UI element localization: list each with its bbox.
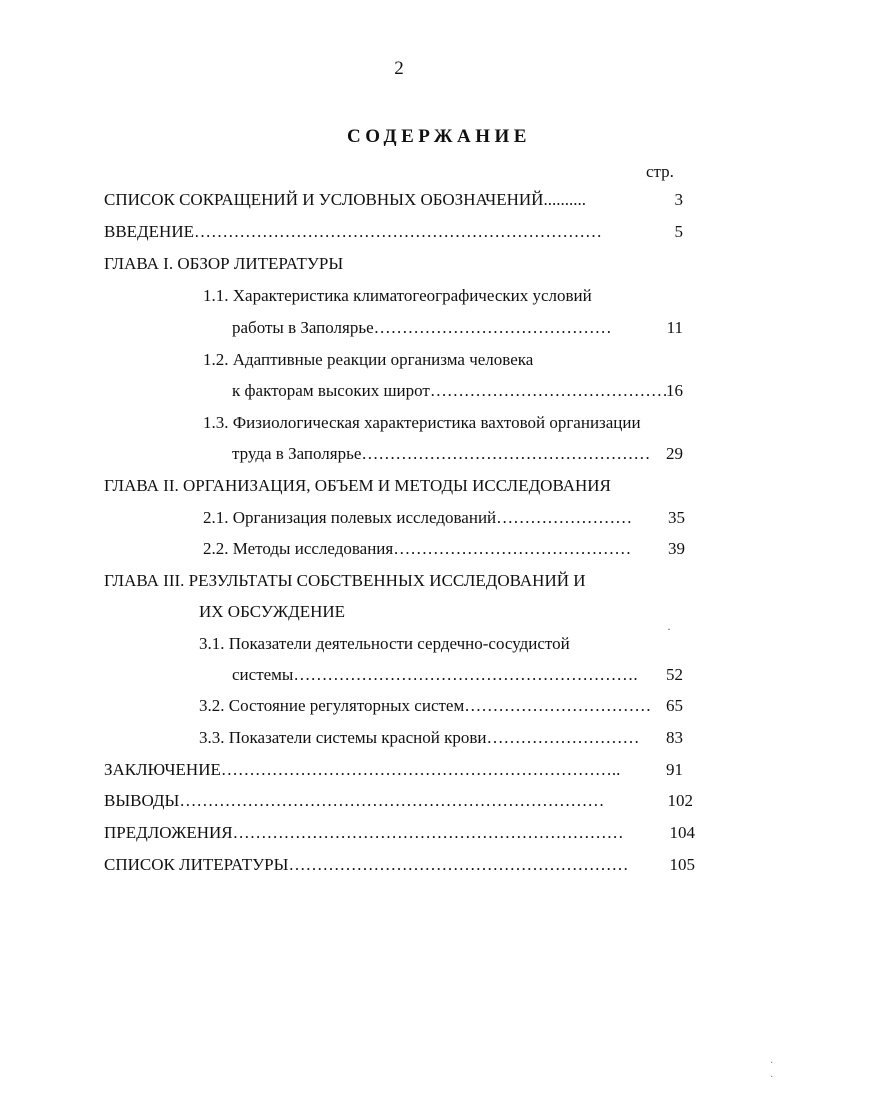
toc-page-number: 39	[668, 539, 685, 558]
toc-section-1-1[interactable]	[203, 285, 592, 307]
toc-page-number: 29	[666, 444, 683, 463]
toc-entry-text: 3.1. Показатели деятельности сердечно-сосудистой	[199, 634, 570, 653]
toc-section-2-2[interactable]	[203, 538, 632, 560]
toc-entry-text: ГЛАВА I. ОБЗОР ЛИТЕРАТУРЫ	[104, 254, 344, 273]
toc-page-number: 52	[666, 665, 683, 684]
toc-entry-text: ВВЕДЕНИЕ	[104, 222, 194, 241]
dot-leader: ………………………………………………………………	[193, 222, 602, 241]
toc-entry-text: 3.3. Показатели системы красной крови	[199, 728, 487, 747]
toc-page-number: 35	[668, 508, 685, 527]
toc-section-1-1-cont[interactable]	[232, 317, 638, 339]
toc-entry-text: ВЫВОДЫ	[104, 791, 180, 810]
toc-entry-proposals[interactable]	[104, 822, 644, 844]
toc-entry-text: системы	[232, 665, 294, 684]
toc-entry-text: 1.3. Физиологическая характеристика вахтовой организации	[203, 413, 641, 432]
toc-entry-text: 1.1. Характеристика климатогеографических условий	[203, 286, 592, 305]
toc-page-number: 83	[666, 728, 683, 747]
toc-entry-text: ИХ ОБСУЖДЕНИЕ	[199, 602, 346, 621]
toc-entry-text: труда в Заполярье	[232, 444, 362, 463]
scan-speck: ·	[667, 622, 671, 636]
toc-section-3-1-cont[interactable]	[232, 664, 638, 686]
toc-page-number: 5	[674, 222, 683, 241]
toc-section-2-1[interactable]	[203, 507, 633, 529]
toc-page-number: 105	[669, 855, 695, 874]
dot-leader: ..........	[543, 190, 586, 209]
toc-section-3-3[interactable]	[199, 727, 640, 749]
toc-page-number: 16	[666, 381, 683, 400]
toc-entry-abbreviations[interactable]	[104, 189, 586, 211]
dot-leader: ……………………	[496, 508, 633, 527]
toc-section-1-2[interactable]	[203, 349, 533, 371]
dot-leader: ……………………………………	[393, 539, 632, 558]
toc-page-number: 3	[674, 190, 683, 209]
scan-speck: ·	[770, 1072, 774, 1083]
toc-page-number: 104	[669, 823, 695, 842]
toc-entry-text: СПИСОК ЛИТЕРАТУРЫ	[104, 855, 289, 874]
toc-entry-references[interactable]	[104, 854, 649, 876]
toc-entry-text: ПРЕДЛОЖЕНИЯ	[104, 823, 233, 842]
toc-entry-text: СПИСОК СОКРАЩЕНИЙ И УСЛОВНЫХ ОБОЗНАЧЕНИЙ	[104, 190, 544, 209]
toc-chapter-3-cont[interactable]	[199, 601, 345, 623]
toc-page-number: 91	[666, 760, 683, 779]
dot-leader: ……………………………………………	[361, 444, 651, 463]
toc-entry-text: работы в Заполярье	[232, 318, 374, 337]
toc-section-1-3-cont[interactable]	[232, 443, 651, 465]
dot-leader: ……………………………………………………	[288, 855, 629, 874]
toc-section-3-2[interactable]	[199, 695, 652, 717]
dot-leader: ……………………………………	[373, 318, 612, 337]
page-number: 2	[394, 58, 404, 79]
dot-leader: ……………………………………………………………	[232, 823, 624, 842]
toc-chapter-1[interactable]	[104, 253, 343, 275]
toc-page-number: 11	[666, 318, 683, 337]
toc-entry-text: ГЛАВА III. РЕЗУЛЬТАТЫ СОБСТВЕННЫХ ИССЛЕДОВАНИЙ И	[104, 571, 586, 590]
toc-page-number: 102	[667, 791, 693, 810]
toc-entry-findings[interactable]	[104, 790, 644, 812]
toc-chapter-2[interactable]	[104, 475, 611, 497]
toc-entry-text: ГЛАВА II. ОРГАНИЗАЦИЯ, ОБЪЕМ И МЕТОДЫ ИССЛЕДОВАНИЯ	[104, 476, 611, 495]
toc-entry-text: 1.2. Адаптивные реакции организма человека	[203, 350, 534, 369]
toc-section-1-3[interactable]	[203, 412, 641, 434]
dot-leader: ………………………	[486, 728, 640, 747]
toc-page-number: 65	[666, 696, 683, 715]
toc-entry-text: 2.1. Организация полевых исследований	[203, 508, 497, 527]
dot-leader: …………………………………………………………………	[179, 791, 605, 810]
toc-section-1-2-cont[interactable]	[232, 380, 668, 402]
toc-entry-text: к факторам высоких широт	[232, 381, 430, 400]
dot-leader: ……………………………………………………………..	[220, 760, 621, 779]
dot-leader: …………………………………………………….	[293, 665, 638, 684]
toc-entry-conclusion[interactable]	[104, 759, 639, 781]
scan-speck: ·	[770, 1058, 774, 1069]
toc-entry-text: ЗАКЛЮЧЕНИЕ	[104, 760, 221, 779]
toc-section-3-1[interactable]	[199, 633, 570, 655]
toc-entry-text: 3.2. Состояние регуляторных систем	[199, 696, 465, 715]
toc-entry-introduction[interactable]	[104, 221, 660, 243]
toc-entry-text: 2.2. Методы исследования	[203, 539, 394, 558]
page-title: СОДЕРЖАНИЕ	[347, 126, 531, 147]
toc-chapter-3[interactable]	[104, 570, 586, 592]
dot-leader: ……………………………………	[429, 381, 668, 400]
page-column-label: стр.	[646, 162, 674, 181]
dot-leader: ……………………………	[464, 696, 652, 715]
